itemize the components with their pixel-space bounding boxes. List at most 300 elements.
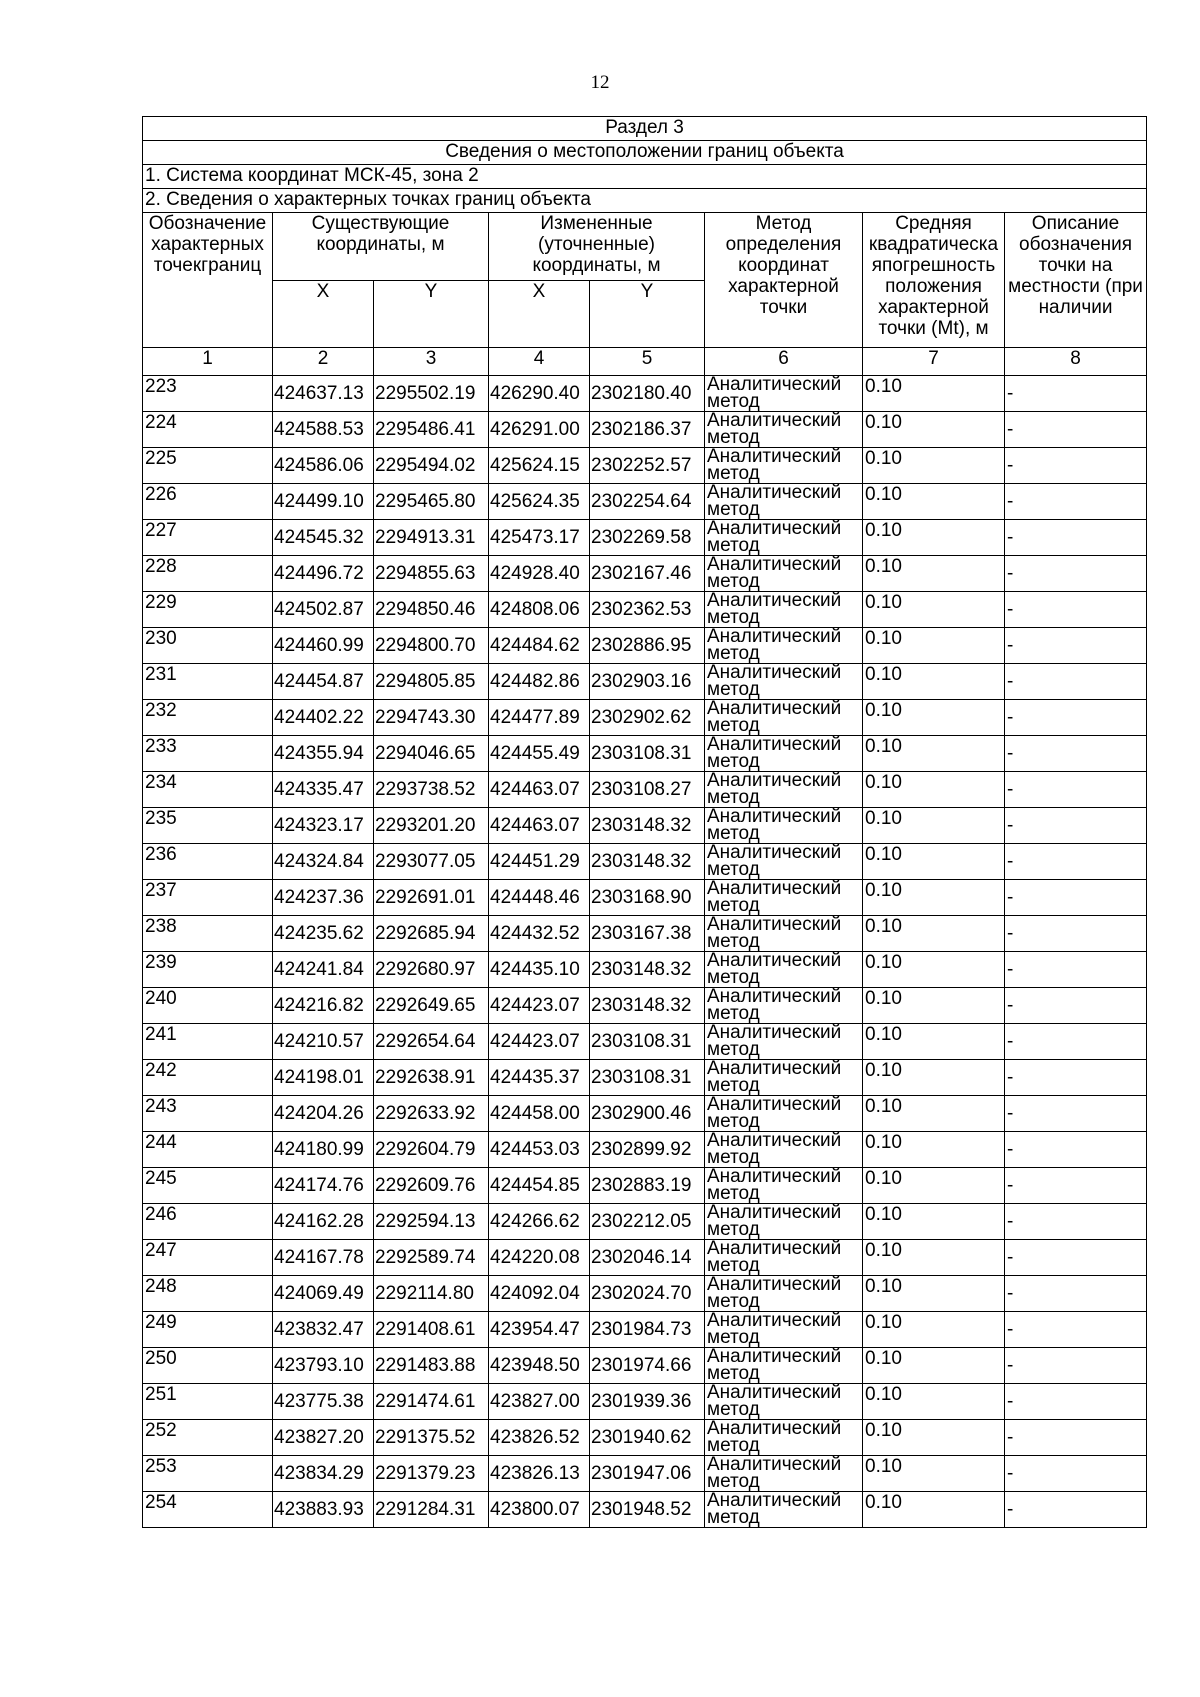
error-value: 0.10 <box>863 1420 1005 1456</box>
changed-x: 424454.85 <box>489 1168 590 1204</box>
method: Аналитический метод <box>705 1060 863 1096</box>
changed-y: 2302899.92 <box>590 1132 705 1168</box>
point-id: 248 <box>143 1276 273 1312</box>
method: Аналитический метод <box>705 1096 863 1132</box>
error-value: 0.10 <box>863 1276 1005 1312</box>
point-id: 233 <box>143 736 273 772</box>
col-number: 8 <box>1005 348 1147 376</box>
description: - <box>1005 1132 1147 1168</box>
coordinate-system: 1. Система координат МСК-45, зона 2 <box>143 165 1147 189</box>
point-id: 241 <box>143 1024 273 1060</box>
existing-y: 2293077.05 <box>374 844 489 880</box>
table-row <box>143 556 1147 592</box>
col-number: 3 <box>374 348 489 376</box>
table-row <box>143 1060 1147 1096</box>
table-row <box>143 1024 1147 1060</box>
error-value: 0.10 <box>863 592 1005 628</box>
changed-x: 423826.52 <box>489 1420 590 1456</box>
changed-y: 2303148.32 <box>590 808 705 844</box>
description: - <box>1005 448 1147 484</box>
existing-y: 2292654.64 <box>374 1024 489 1060</box>
error-value: 0.10 <box>863 1312 1005 1348</box>
method: Аналитический метод <box>705 592 863 628</box>
existing-x: 424402.22 <box>273 700 374 736</box>
method: Аналитический метод <box>705 520 863 556</box>
error-value: 0.10 <box>863 1060 1005 1096</box>
changed-x: 424928.40 <box>489 556 590 592</box>
error-value: 0.10 <box>863 1204 1005 1240</box>
changed-y: 2301948.52 <box>590 1492 705 1528</box>
description: - <box>1005 1276 1147 1312</box>
table-row <box>143 664 1147 700</box>
method: Аналитический метод <box>705 700 863 736</box>
header-x-changed: X <box>489 280 590 348</box>
point-id: 232 <box>143 700 273 736</box>
error-value: 0.10 <box>863 1492 1005 1528</box>
existing-x: 424167.78 <box>273 1240 374 1276</box>
changed-x: 426291.00 <box>489 412 590 448</box>
method: Аналитический метод <box>705 1492 863 1528</box>
table-row <box>143 412 1147 448</box>
error-value: 0.10 <box>863 1348 1005 1384</box>
error-value: 0.10 <box>863 736 1005 772</box>
point-id: 246 <box>143 1204 273 1240</box>
col-number: 4 <box>489 348 590 376</box>
method: Аналитический метод <box>705 772 863 808</box>
point-id: 240 <box>143 988 273 1024</box>
changed-x: 424432.52 <box>489 916 590 952</box>
existing-y: 2291408.61 <box>374 1312 489 1348</box>
point-id: 239 <box>143 952 273 988</box>
method: Аналитический метод <box>705 808 863 844</box>
error-value: 0.10 <box>863 484 1005 520</box>
changed-x: 424423.07 <box>489 988 590 1024</box>
col-number: 1 <box>143 348 273 376</box>
description: - <box>1005 1024 1147 1060</box>
changed-y: 2303148.32 <box>590 844 705 880</box>
changed-x: 424423.07 <box>489 1024 590 1060</box>
existing-y: 2293738.52 <box>374 772 489 808</box>
method: Аналитический метод <box>705 952 863 988</box>
header-designation: Обозначение характерных точекграниц <box>143 213 273 348</box>
changed-y: 2302024.70 <box>590 1276 705 1312</box>
existing-x: 424637.13 <box>273 376 374 412</box>
method: Аналитический метод <box>705 1384 863 1420</box>
changed-x: 425473.17 <box>489 520 590 556</box>
point-id: 223 <box>143 376 273 412</box>
table-row <box>143 520 1147 556</box>
description: - <box>1005 916 1147 952</box>
error-value: 0.10 <box>863 952 1005 988</box>
boundary-points-table <box>142 116 1147 1528</box>
point-id: 225 <box>143 448 273 484</box>
error-value: 0.10 <box>863 664 1005 700</box>
changed-x: 426290.40 <box>489 376 590 412</box>
error-value: 0.10 <box>863 808 1005 844</box>
point-id: 237 <box>143 880 273 916</box>
header-method: Метод определения координат характерной точки <box>705 213 863 348</box>
point-id: 231 <box>143 664 273 700</box>
existing-y: 2292633.92 <box>374 1096 489 1132</box>
changed-y: 2302252.57 <box>590 448 705 484</box>
changed-x: 424463.07 <box>489 808 590 844</box>
existing-y: 2294046.65 <box>374 736 489 772</box>
changed-y: 2302362.53 <box>590 592 705 628</box>
existing-y: 2295486.41 <box>374 412 489 448</box>
changed-y: 2301940.62 <box>590 1420 705 1456</box>
point-id: 251 <box>143 1384 273 1420</box>
method: Аналитический метод <box>705 1024 863 1060</box>
description: - <box>1005 700 1147 736</box>
method: Аналитический метод <box>705 1348 863 1384</box>
existing-y: 2295494.02 <box>374 448 489 484</box>
existing-x: 424180.99 <box>273 1132 374 1168</box>
method: Аналитический метод <box>705 484 863 520</box>
changed-x: 423800.07 <box>489 1492 590 1528</box>
description: - <box>1005 1168 1147 1204</box>
existing-y: 2291474.61 <box>374 1384 489 1420</box>
point-id: 244 <box>143 1132 273 1168</box>
error-value: 0.10 <box>863 1096 1005 1132</box>
changed-y: 2303108.31 <box>590 736 705 772</box>
table-row <box>143 592 1147 628</box>
error-value: 0.10 <box>863 880 1005 916</box>
section-title: Раздел 3 <box>143 117 1147 141</box>
existing-y: 2292114.80 <box>374 1276 489 1312</box>
existing-y: 2294805.85 <box>374 664 489 700</box>
error-value: 0.10 <box>863 1168 1005 1204</box>
description: - <box>1005 1420 1147 1456</box>
table-row <box>143 1492 1147 1528</box>
error-value: 0.10 <box>863 1384 1005 1420</box>
point-id: 253 <box>143 1456 273 1492</box>
col-number: 6 <box>705 348 863 376</box>
header-existing-coords: Существующие координаты, м <box>273 213 489 281</box>
existing-x: 424545.32 <box>273 520 374 556</box>
changed-y: 2302046.14 <box>590 1240 705 1276</box>
changed-y: 2302186.37 <box>590 412 705 448</box>
changed-y: 2301939.36 <box>590 1384 705 1420</box>
col-number: 5 <box>590 348 705 376</box>
existing-x: 424162.28 <box>273 1204 374 1240</box>
existing-x: 424235.62 <box>273 916 374 952</box>
method: Аналитический метод <box>705 988 863 1024</box>
error-value: 0.10 <box>863 1240 1005 1276</box>
changed-y: 2303108.27 <box>590 772 705 808</box>
changed-y: 2301984.73 <box>590 1312 705 1348</box>
table-row <box>143 1168 1147 1204</box>
table-row <box>143 808 1147 844</box>
method: Аналитический метод <box>705 1204 863 1240</box>
header-description: Описание обозначения точки на местности (при наличии <box>1005 213 1147 348</box>
error-value: 0.10 <box>863 1132 1005 1168</box>
point-id: 236 <box>143 844 273 880</box>
existing-y: 2295465.80 <box>374 484 489 520</box>
existing-y: 2292604.79 <box>374 1132 489 1168</box>
changed-x: 424092.04 <box>489 1276 590 1312</box>
existing-y: 2294850.46 <box>374 592 489 628</box>
changed-y: 2301947.06 <box>590 1456 705 1492</box>
error-value: 0.10 <box>863 1024 1005 1060</box>
existing-y: 2294743.30 <box>374 700 489 736</box>
table-row <box>143 844 1147 880</box>
existing-x: 423793.10 <box>273 1348 374 1384</box>
changed-x: 424458.00 <box>489 1096 590 1132</box>
existing-x: 423883.93 <box>273 1492 374 1528</box>
existing-y: 2292685.94 <box>374 916 489 952</box>
changed-y: 2302180.40 <box>590 376 705 412</box>
point-id: 254 <box>143 1492 273 1528</box>
method: Аналитический метод <box>705 1420 863 1456</box>
header-changed-coords: Измененные (уточненные) координаты, м <box>489 213 705 281</box>
point-id: 243 <box>143 1096 273 1132</box>
existing-x: 424069.49 <box>273 1276 374 1312</box>
method: Аналитический метод <box>705 736 863 772</box>
changed-x: 425624.15 <box>489 448 590 484</box>
error-value: 0.10 <box>863 412 1005 448</box>
table-row <box>143 1348 1147 1384</box>
table-row <box>143 376 1147 412</box>
changed-x: 424463.07 <box>489 772 590 808</box>
point-id: 249 <box>143 1312 273 1348</box>
changed-y: 2302167.46 <box>590 556 705 592</box>
description: - <box>1005 556 1147 592</box>
section-subtitle: Сведения о местоположении границ объекта <box>143 141 1147 165</box>
description: - <box>1005 988 1147 1024</box>
existing-x: 424496.72 <box>273 556 374 592</box>
existing-y: 2294855.63 <box>374 556 489 592</box>
method: Аналитический метод <box>705 1168 863 1204</box>
existing-x: 424241.84 <box>273 952 374 988</box>
point-id: 227 <box>143 520 273 556</box>
error-value: 0.10 <box>863 376 1005 412</box>
header-error: Средняя квадратическа япогрешность положения характерной точки (Mt), м <box>863 213 1005 348</box>
changed-y: 2302886.95 <box>590 628 705 664</box>
description: - <box>1005 808 1147 844</box>
description: - <box>1005 520 1147 556</box>
header-y-changed: Y <box>590 280 705 348</box>
point-id: 226 <box>143 484 273 520</box>
description: - <box>1005 1060 1147 1096</box>
description: - <box>1005 1384 1147 1420</box>
description: - <box>1005 1240 1147 1276</box>
existing-y: 2291284.31 <box>374 1492 489 1528</box>
table-row <box>143 772 1147 808</box>
changed-y: 2301974.66 <box>590 1348 705 1384</box>
table-row <box>143 1132 1147 1168</box>
description: - <box>1005 592 1147 628</box>
error-value: 0.10 <box>863 448 1005 484</box>
changed-x: 424435.10 <box>489 952 590 988</box>
description: - <box>1005 736 1147 772</box>
point-id: 242 <box>143 1060 273 1096</box>
changed-y: 2303148.32 <box>590 952 705 988</box>
changed-y: 2302883.19 <box>590 1168 705 1204</box>
method: Аналитический метод <box>705 1240 863 1276</box>
table-row <box>143 1456 1147 1492</box>
existing-x: 424323.17 <box>273 808 374 844</box>
changed-x: 424455.49 <box>489 736 590 772</box>
existing-x: 424588.53 <box>273 412 374 448</box>
existing-y: 2291483.88 <box>374 1348 489 1384</box>
method: Аналитический метод <box>705 556 863 592</box>
changed-y: 2302254.64 <box>590 484 705 520</box>
existing-x: 424335.47 <box>273 772 374 808</box>
changed-y: 2303167.38 <box>590 916 705 952</box>
page-number: 12 <box>590 72 610 93</box>
changed-x: 424220.08 <box>489 1240 590 1276</box>
existing-x: 424324.84 <box>273 844 374 880</box>
existing-x: 423775.38 <box>273 1384 374 1420</box>
point-id: 247 <box>143 1240 273 1276</box>
error-value: 0.10 <box>863 520 1005 556</box>
header-y-existing: Y <box>374 280 489 348</box>
existing-x: 423827.20 <box>273 1420 374 1456</box>
method: Аналитический метод <box>705 1312 863 1348</box>
description: - <box>1005 484 1147 520</box>
description: - <box>1005 1492 1147 1528</box>
points-header: 2. Сведения о характерных точках границ объекта <box>143 189 1147 213</box>
changed-x: 425624.35 <box>489 484 590 520</box>
method: Аналитический метод <box>705 664 863 700</box>
existing-y: 2292609.76 <box>374 1168 489 1204</box>
error-value: 0.10 <box>863 700 1005 736</box>
changed-y: 2302903.16 <box>590 664 705 700</box>
existing-x: 424198.01 <box>273 1060 374 1096</box>
description: - <box>1005 664 1147 700</box>
method: Аналитический метод <box>705 880 863 916</box>
existing-x: 424499.10 <box>273 484 374 520</box>
existing-x: 424586.06 <box>273 448 374 484</box>
existing-x: 424174.76 <box>273 1168 374 1204</box>
table-row <box>143 988 1147 1024</box>
changed-x: 424451.29 <box>489 844 590 880</box>
table-row <box>143 628 1147 664</box>
changed-x: 423826.13 <box>489 1456 590 1492</box>
description: - <box>1005 952 1147 988</box>
existing-x: 423832.47 <box>273 1312 374 1348</box>
method: Аналитический метод <box>705 844 863 880</box>
existing-x: 424216.82 <box>273 988 374 1024</box>
method: Аналитический метод <box>705 628 863 664</box>
changed-y: 2302269.58 <box>590 520 705 556</box>
table-row <box>143 1240 1147 1276</box>
description: - <box>1005 1096 1147 1132</box>
col-number: 7 <box>863 348 1005 376</box>
existing-x: 424502.87 <box>273 592 374 628</box>
existing-y: 2292691.01 <box>374 880 489 916</box>
method: Аналитический метод <box>705 1276 863 1312</box>
existing-y: 2294913.31 <box>374 520 489 556</box>
description: - <box>1005 1456 1147 1492</box>
existing-x: 424454.87 <box>273 664 374 700</box>
existing-y: 2291375.52 <box>374 1420 489 1456</box>
existing-y: 2292594.13 <box>374 1204 489 1240</box>
changed-y: 2303108.31 <box>590 1024 705 1060</box>
method: Аналитический метод <box>705 1132 863 1168</box>
changed-y: 2303148.32 <box>590 988 705 1024</box>
description: - <box>1005 1348 1147 1384</box>
error-value: 0.10 <box>863 844 1005 880</box>
existing-y: 2292589.74 <box>374 1240 489 1276</box>
changed-x: 424266.62 <box>489 1204 590 1240</box>
changed-x: 424453.03 <box>489 1132 590 1168</box>
changed-y: 2303108.31 <box>590 1060 705 1096</box>
point-id: 230 <box>143 628 273 664</box>
table-row <box>143 952 1147 988</box>
existing-x: 424210.57 <box>273 1024 374 1060</box>
table-row <box>143 1312 1147 1348</box>
existing-y: 2291379.23 <box>374 1456 489 1492</box>
error-value: 0.10 <box>863 988 1005 1024</box>
changed-y: 2302900.46 <box>590 1096 705 1132</box>
point-id: 229 <box>143 592 273 628</box>
description: - <box>1005 1204 1147 1240</box>
error-value: 0.10 <box>863 628 1005 664</box>
changed-x: 423827.00 <box>489 1384 590 1420</box>
description: - <box>1005 772 1147 808</box>
existing-x: 424460.99 <box>273 628 374 664</box>
description: - <box>1005 412 1147 448</box>
changed-y: 2303168.90 <box>590 880 705 916</box>
changed-y: 2302212.05 <box>590 1204 705 1240</box>
method: Аналитический метод <box>705 376 863 412</box>
existing-y: 2293201.20 <box>374 808 489 844</box>
table-row <box>143 700 1147 736</box>
col-number: 2 <box>273 348 374 376</box>
changed-x: 424482.86 <box>489 664 590 700</box>
existing-x: 424204.26 <box>273 1096 374 1132</box>
point-id: 245 <box>143 1168 273 1204</box>
table-row <box>143 1420 1147 1456</box>
method: Аналитический метод <box>705 1456 863 1492</box>
table-row <box>143 448 1147 484</box>
error-value: 0.10 <box>863 916 1005 952</box>
point-id: 252 <box>143 1420 273 1456</box>
description: - <box>1005 628 1147 664</box>
description: - <box>1005 880 1147 916</box>
method: Аналитический метод <box>705 916 863 952</box>
changed-x: 423948.50 <box>489 1348 590 1384</box>
point-id: 250 <box>143 1348 273 1384</box>
description: - <box>1005 1312 1147 1348</box>
existing-y: 2292680.97 <box>374 952 489 988</box>
existing-y: 2292638.91 <box>374 1060 489 1096</box>
error-value: 0.10 <box>863 1456 1005 1492</box>
table-row <box>143 880 1147 916</box>
point-id: 224 <box>143 412 273 448</box>
description: - <box>1005 844 1147 880</box>
error-value: 0.10 <box>863 772 1005 808</box>
changed-x: 424448.46 <box>489 880 590 916</box>
point-id: 228 <box>143 556 273 592</box>
method: Аналитический метод <box>705 448 863 484</box>
existing-y: 2295502.19 <box>374 376 489 412</box>
error-value: 0.10 <box>863 556 1005 592</box>
point-id: 235 <box>143 808 273 844</box>
table-row <box>143 916 1147 952</box>
changed-x: 424435.37 <box>489 1060 590 1096</box>
table-row <box>143 1384 1147 1420</box>
table-row <box>143 1096 1147 1132</box>
changed-y: 2302902.62 <box>590 700 705 736</box>
changed-x: 423954.47 <box>489 1312 590 1348</box>
point-id: 238 <box>143 916 273 952</box>
existing-x: 423834.29 <box>273 1456 374 1492</box>
description: - <box>1005 376 1147 412</box>
method: Аналитический метод <box>705 412 863 448</box>
changed-x: 424808.06 <box>489 592 590 628</box>
